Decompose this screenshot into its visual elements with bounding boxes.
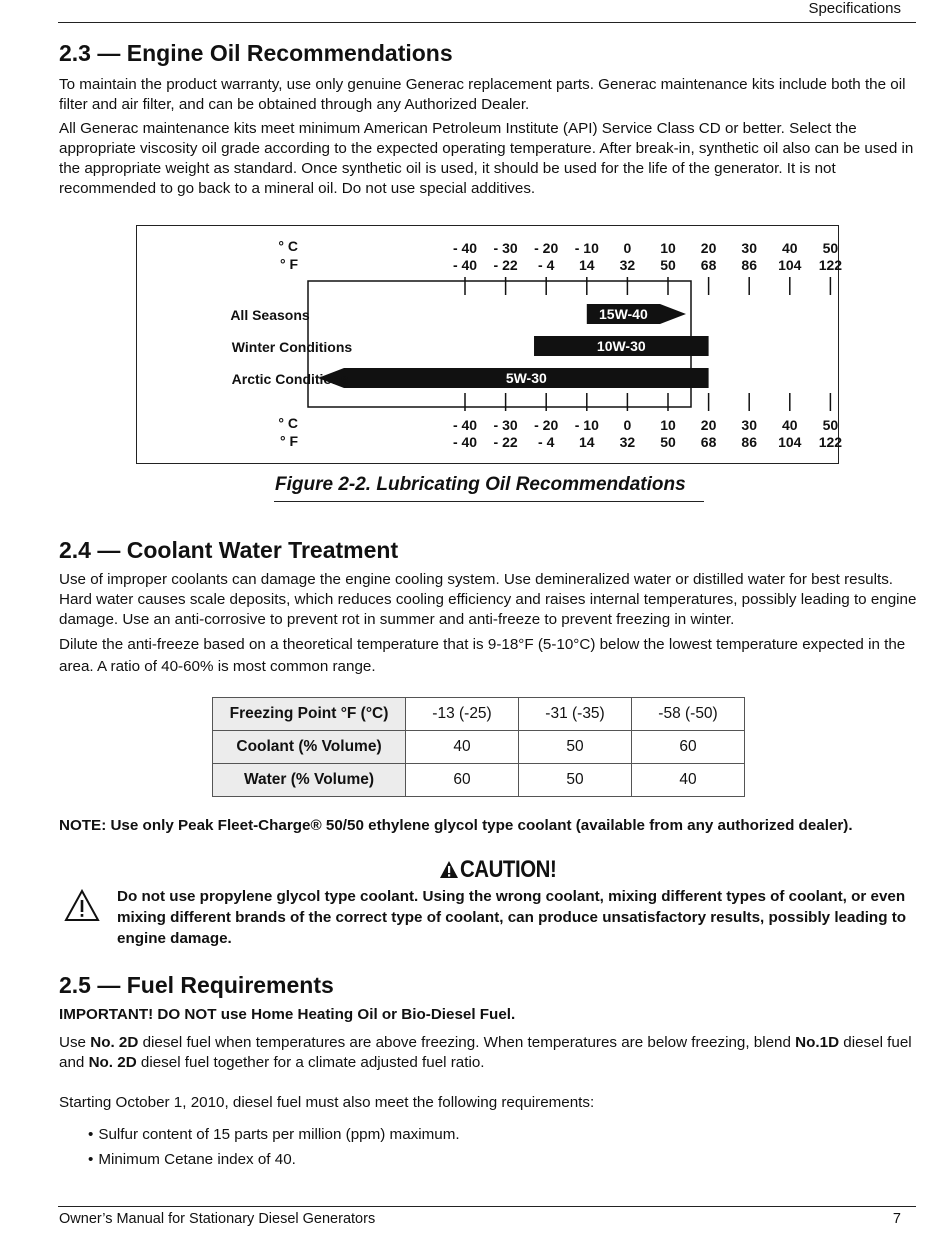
tick-label-f-top: 104: [778, 257, 802, 273]
tick-label-c-top: 20: [700, 240, 717, 256]
tick-label-c-bottom: - 10: [574, 417, 599, 433]
table-cell: 40: [406, 731, 519, 764]
table-row: [213, 698, 745, 731]
table-cell: 60: [406, 764, 519, 797]
tick-label-f-top: 68: [700, 257, 717, 273]
tick-label-c-top: - 10: [574, 240, 599, 256]
tick-label-f-top: 14: [579, 257, 595, 273]
tick-label-c-top: - 30: [493, 240, 518, 256]
unit-label-f-top: ° F: [279, 256, 298, 272]
table-cell: -31 (-35): [519, 698, 632, 731]
tick-label-c-bottom: - 20: [534, 417, 559, 433]
tick-label-f-bottom: 68: [700, 434, 717, 450]
section-2-3-title: 2.3 — Engine Oil Recommendations: [59, 40, 453, 66]
tick-label-c-top: 10: [660, 240, 676, 256]
tick-label-c-top: 40: [782, 240, 798, 256]
tick-label-c-bottom: 20: [700, 417, 717, 433]
footer-title: Owner’s Manual for Stationary Diesel Generators: [59, 1211, 376, 1227]
fuel-grade: No. 2D: [88, 1054, 137, 1071]
fuel-grade: No.1D: [795, 1034, 840, 1051]
tick-label-f-bottom: 50: [660, 434, 676, 450]
tick-label-f-bottom: - 4: [538, 434, 555, 450]
tick-label-f-bottom: 122: [818, 434, 843, 450]
footer-rule: [58, 1206, 916, 1207]
tick-label-f-bottom: 86: [741, 434, 757, 450]
text-run: diesel fuel when temperatures are above freezing. When temperatures are below freezing, blend: [138, 1034, 796, 1051]
oil-viscosity-chart: [136, 225, 843, 464]
tick-label-c-bottom: 10: [660, 417, 676, 433]
table-row: [213, 764, 745, 797]
header-rule: [58, 22, 916, 23]
oil-paragraph-2: All Generac maintenance kits meet minimum American Petroleum Institute (API) Service Class CD or better. Select the appropriate viscosity oil grade according to the expected operating temperature. After break-in, synthetic oil also can be used in the appropriate weight as standard. Once synthetic oil is used, it should be used for the life of the generator. It is not recommended to go back to a mineral oil. Do not use special additives.: [59, 120, 914, 197]
caution-heading: CAUTION!: [460, 856, 557, 883]
oil-paragraph-1: To maintain the product warranty, use only genuine Generac replacement parts. Generac maintenance kits include both the oil filter and air filter, and can be obtained through any Authorized Dealer.: [59, 76, 906, 113]
section-2-4-title: 2.4 — Coolant Water Treatment: [59, 537, 399, 563]
caution-text: Do not use propylene glycol type coolant. Using the wrong coolant, mixing different types of coolant, or even mixing different brands of the correct type of coolant, can produce unsatisfactory results, possibly leading to engine damage.: [117, 888, 907, 947]
row-header: Freezing Point °F (°C): [213, 698, 406, 731]
tick-label-c-top: 50: [822, 240, 839, 256]
tick-label-c-bottom: - 30: [493, 417, 518, 433]
fuel-paragraph-1: [59, 1033, 919, 1073]
tick-label-c-top: 30: [741, 240, 757, 256]
tick-label-f-bottom: - 40: [452, 434, 478, 450]
table-cell: -58 (-50): [632, 698, 745, 731]
figure-caption-underline: [274, 501, 704, 502]
tick-label-c-bottom: 30: [741, 417, 757, 433]
warning-triangle-icon: [439, 860, 459, 879]
row-header: Water (% Volume): [213, 764, 406, 797]
oil-grade-label: 5W-30: [505, 370, 547, 386]
tick-label-f-top: - 22: [493, 257, 518, 273]
tick-label-c-top: - 40: [452, 240, 478, 256]
section-2-5-title: 2.5 — Fuel Requirements: [59, 972, 334, 998]
text-run: diesel fuel together for a climate adjusted fuel ratio.: [136, 1054, 485, 1071]
tick-label-c-top: 0: [623, 240, 632, 256]
coolant-note: NOTE: Use only Peak Fleet-Charge® 50/50 ethylene glycol type coolant (available from any authorized dealer).: [59, 817, 853, 834]
running-header: Specifications: [808, 0, 901, 17]
table-cell: 50: [519, 764, 632, 797]
tick-label-f-top: - 4: [538, 257, 555, 273]
tick-label-f-top: 122: [818, 257, 843, 273]
tick-label-f-bottom: 104: [778, 434, 802, 450]
text-run: Use: [59, 1034, 91, 1051]
oil-grade-label: 15W-40: [599, 306, 648, 322]
row-header: Coolant (% Volume): [213, 731, 406, 764]
tick-label-f-bottom: - 22: [493, 434, 518, 450]
table-cell: 60: [632, 731, 745, 764]
unit-label-c-bottom: ° C: [278, 415, 298, 431]
table-cell: 40: [632, 764, 745, 797]
antifreeze-table: [212, 697, 745, 797]
coolant-paragraph-1: Use of improper coolants can damage the engine cooling system. Use demineralized water or distilled water for best results. Hard water causes scale deposits, which reduces cooling efficiency and raises internal temperatures, possibly leading to engine damage. Use an anti-corrosive to prevent rot in summer and anti-freeze to prevent freezing in winter.: [59, 571, 917, 628]
page-number: 7: [892, 1211, 901, 1227]
fuel-requirements-list: [88, 1126, 460, 1176]
tick-label-f-top: 86: [741, 257, 757, 273]
condition-label: Arctic Conditions: [231, 371, 349, 387]
fuel-paragraph-2: Starting October 1, 2010, diesel fuel must also meet the following requirements:: [59, 1094, 595, 1111]
figure-caption: Figure 2-2. Lubricating Oil Recommendations: [275, 474, 686, 495]
list-item: • Sulfur content of 15 parts per million (ppm) maximum.: [88, 1126, 460, 1151]
text-run: diesel fuel and: [59, 1034, 912, 1071]
unit-label-f-bottom: ° F: [279, 433, 298, 449]
unit-label-c-top: ° C: [278, 238, 298, 254]
condition-label: Winter Conditions: [231, 339, 353, 355]
tick-label-f-top: 32: [619, 257, 636, 273]
fuel-grade: No. 2D: [90, 1034, 139, 1051]
oil-grade-label: 10W-30: [596, 338, 646, 354]
tick-label-f-bottom: 32: [619, 434, 636, 450]
tick-label-c-bottom: 40: [782, 417, 798, 433]
tick-label-c-top: - 20: [534, 240, 559, 256]
tick-label-f-bottom: 14: [579, 434, 595, 450]
tick-label-c-bottom: 50: [822, 417, 839, 433]
tick-label-f-top: 50: [660, 257, 676, 273]
tick-label-c-bottom: 0: [623, 417, 632, 433]
list-item: • Minimum Cetane index of 40.: [88, 1151, 460, 1176]
condition-label: All Seasons: [230, 307, 310, 323]
coolant-paragraph-2: Dilute the anti-freeze based on a theoretical temperature that is 9-18°F (5-10°C) below the lowest temperature expected in the area. A ratio of 40-60% is most common range.: [59, 636, 906, 675]
tick-label-f-top: - 40: [452, 257, 478, 273]
table-cell: 50: [519, 731, 632, 764]
caution-outline-triangle-icon: [64, 889, 100, 922]
tick-label-c-bottom: - 40: [452, 417, 478, 433]
table-row: [213, 731, 745, 764]
important-notice: IMPORTANT! DO NOT use Home Heating Oil or Bio-Diesel Fuel.: [59, 1006, 516, 1023]
table-cell: -13 (-25): [406, 698, 519, 731]
